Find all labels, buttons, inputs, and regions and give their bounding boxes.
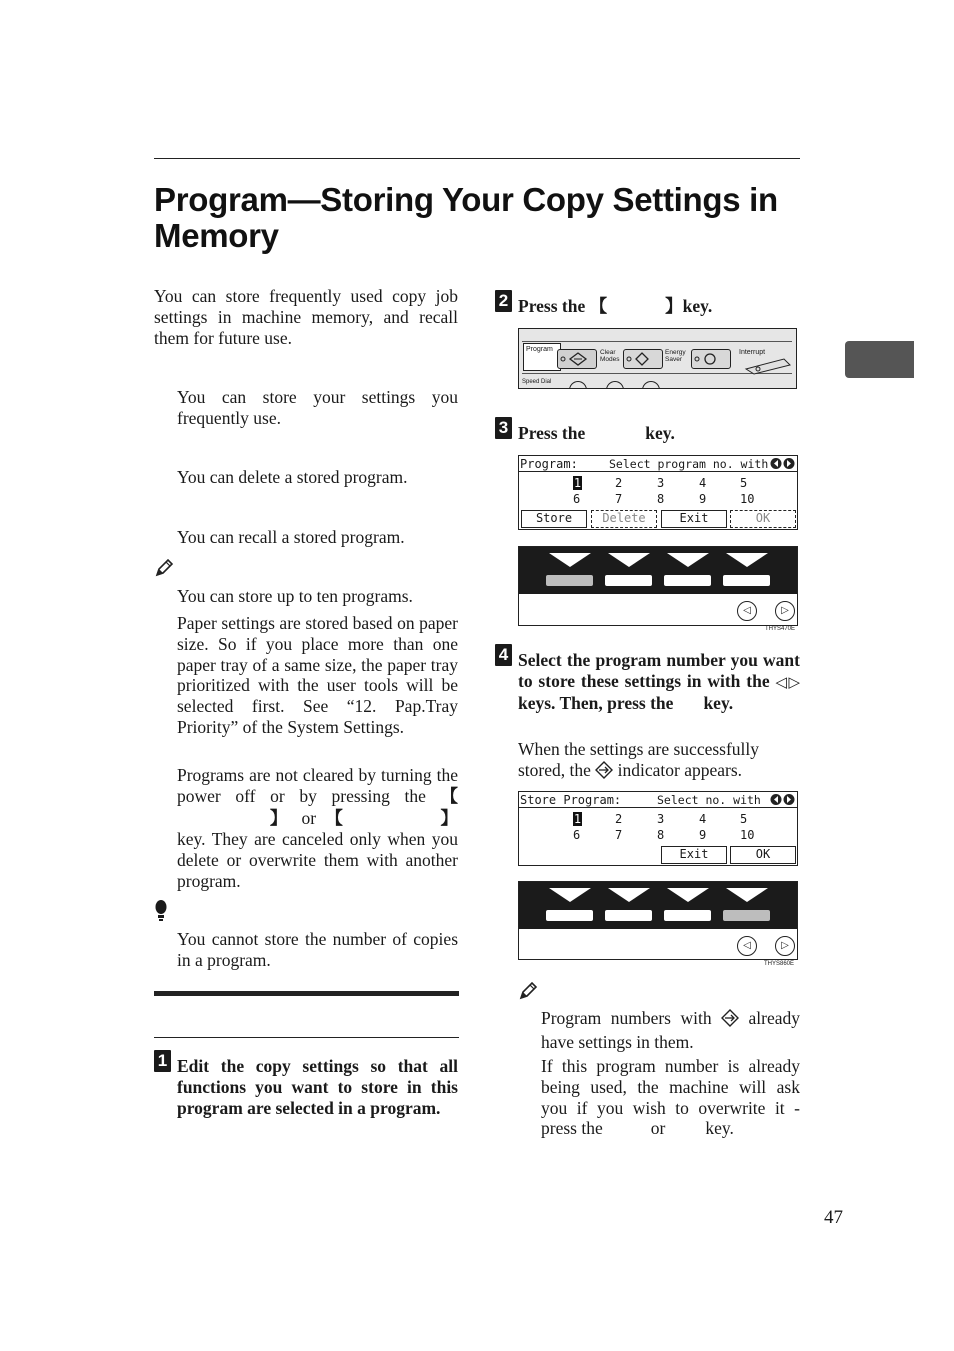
figure-code: THYS470E xyxy=(765,626,796,632)
right-arrow-key-icon[interactable]: ▷ xyxy=(775,601,795,621)
note-pencil-icon xyxy=(154,558,174,583)
selection-keys-panel xyxy=(518,546,798,626)
note-programs-persist: Programs are not cleared by turning the power off or by pressing the 【】 or 【 】 key. They are canceled only when you delete or overwrite them with another program. xyxy=(177,765,459,891)
program-indicator-icon xyxy=(721,1009,739,1032)
selection-key-arrow xyxy=(667,553,709,567)
note-program-numbers: Program numbers with already have settings in them. xyxy=(541,1008,801,1052)
program-number[interactable]: 6 xyxy=(573,492,581,506)
exit-button[interactable]: Exit xyxy=(661,846,727,864)
screen-arrow-icons xyxy=(770,457,796,475)
page-number: 47 xyxy=(824,1207,843,1228)
screen-header-instruction: Select program no. with xyxy=(609,457,769,471)
limitation-text: You cannot store the number of copies in a program. xyxy=(177,929,458,970)
step4-text: Select the program number you want to store these settings in with the ◁▷ keys. Then, press the key. xyxy=(518,650,801,713)
step3-text: Press the key. xyxy=(518,423,675,443)
program-number[interactable]: 10 xyxy=(740,828,755,842)
selection-key-3[interactable] xyxy=(664,910,711,921)
interrupt-key[interactable] xyxy=(744,357,792,375)
delete-button[interactable]: Delete xyxy=(591,510,657,528)
note-paper-settings: Paper settings are stored based on paper size. So if you place more than one paper tray of a same size, the paper tray prioritized with the user tools will be selected first. See “12. Pap.Tray Priority” of the System Settings. xyxy=(177,613,458,737)
program-number[interactable]: 9 xyxy=(699,492,707,506)
selection-key-arrow xyxy=(726,553,768,567)
selection-key-arrow xyxy=(608,553,650,567)
store-button[interactable]: Store xyxy=(521,510,587,528)
clear-modes-key[interactable] xyxy=(623,349,663,369)
function-recall: You can recall a stored program. xyxy=(177,527,405,547)
arrow-keys-icon: ◁▷ xyxy=(775,672,801,691)
step1-number: 1 xyxy=(154,1050,171,1072)
program-number[interactable]: 3 xyxy=(657,476,665,490)
exit-button[interactable]: Exit xyxy=(661,510,727,528)
screen-header-label: Store Program: xyxy=(520,793,622,807)
selection-key-2[interactable] xyxy=(605,910,652,921)
function-delete: You can delete a stored program. xyxy=(177,467,408,487)
selection-key-4[interactable] xyxy=(723,575,770,586)
selection-key-1[interactable] xyxy=(546,910,593,921)
interrupt-label: Interrupt xyxy=(739,349,766,356)
screen-header-instruction: Select no. with xyxy=(657,793,761,807)
screen-header-label: Program: xyxy=(520,457,578,471)
energy-saver-key[interactable] xyxy=(691,349,731,369)
step1-text: Edit the copy settings so that all functions you want to store in this program are selected in a program. xyxy=(177,1056,458,1118)
energy-saver-label: Energy Saver xyxy=(665,349,686,363)
program-number[interactable]: 8 xyxy=(657,492,665,506)
program-number[interactable]: 4 xyxy=(699,476,707,490)
selection-key-arrow xyxy=(726,888,768,902)
top-rule xyxy=(154,158,800,159)
step2-number: 2 xyxy=(495,290,512,312)
step3-number: 3 xyxy=(495,417,512,439)
program-number[interactable]: 7 xyxy=(615,828,623,842)
ok-button[interactable]: OK xyxy=(730,846,796,864)
note-ten-programs: You can store up to ten programs. xyxy=(177,586,413,606)
ok-button[interactable]: OK xyxy=(730,510,796,528)
right-arrow-key-icon[interactable]: ▷ xyxy=(775,936,795,956)
program-indicator-icon xyxy=(595,761,613,784)
thick-rule xyxy=(154,991,459,996)
control-panel-illustration xyxy=(518,328,797,389)
speed-dial-label: Speed Dial xyxy=(522,379,552,385)
function-store: You can store your settings you frequently use. xyxy=(177,387,458,428)
lightbulb-icon xyxy=(154,900,168,927)
step4-number: 4 xyxy=(495,644,512,666)
selection-key-arrow xyxy=(549,888,591,902)
step2-text: Press the 【 】key. xyxy=(518,296,713,317)
program-number[interactable]: 2 xyxy=(615,476,623,490)
program-number[interactable]: 2 xyxy=(615,812,623,826)
program-key[interactable]: Program xyxy=(523,343,561,371)
note-overwrite: If this program number is already being used, the machine will ask you if you wish to overwrite it - press the or key. xyxy=(541,1056,800,1139)
program-number[interactable]: 3 xyxy=(657,812,665,826)
selection-key-3[interactable] xyxy=(664,575,711,586)
left-arrow-key-icon[interactable]: ◁ xyxy=(737,601,757,621)
program-number[interactable]: 9 xyxy=(699,828,707,842)
program-number[interactable]: 6 xyxy=(573,828,581,842)
left-arrow-key-icon[interactable]: ◁ xyxy=(737,936,757,956)
note-pencil-icon xyxy=(518,981,538,1006)
chapter-tab xyxy=(845,341,914,378)
selection-key-arrow xyxy=(608,888,650,902)
program-key-button[interactable] xyxy=(557,349,597,369)
selection-key-arrow xyxy=(667,888,709,902)
program-number-selected[interactable]: 1 xyxy=(573,476,582,490)
figure-code: THYS860E xyxy=(764,961,795,967)
selection-key-1[interactable] xyxy=(546,575,593,586)
selection-keys-panel xyxy=(518,881,798,960)
clear-modes-label: Clear Modes xyxy=(600,349,620,363)
selection-key-4[interactable] xyxy=(723,910,770,921)
intro-text: You can store frequently used copy job settings in machine memory, and recall them for future use. xyxy=(154,286,458,348)
page-title: Program—Storing Your Copy Settings in Memory xyxy=(154,181,778,254)
program-number[interactable]: 4 xyxy=(699,812,707,826)
program-number-selected[interactable]: 1 xyxy=(573,812,582,826)
screen-arrow-icons xyxy=(770,793,796,811)
thin-rule xyxy=(154,1037,459,1038)
program-number[interactable]: 5 xyxy=(740,812,748,826)
selection-key-arrow xyxy=(549,553,591,567)
program-number[interactable]: 5 xyxy=(740,476,748,490)
step4-result: When the settings are successfully stored, the indicator appears. xyxy=(518,739,800,784)
program-number[interactable]: 7 xyxy=(615,492,623,506)
store-program-screen xyxy=(518,791,798,866)
program-number[interactable]: 8 xyxy=(657,828,665,842)
selection-key-2[interactable] xyxy=(605,575,652,586)
program-screen xyxy=(518,455,798,530)
program-number[interactable]: 10 xyxy=(740,492,755,506)
